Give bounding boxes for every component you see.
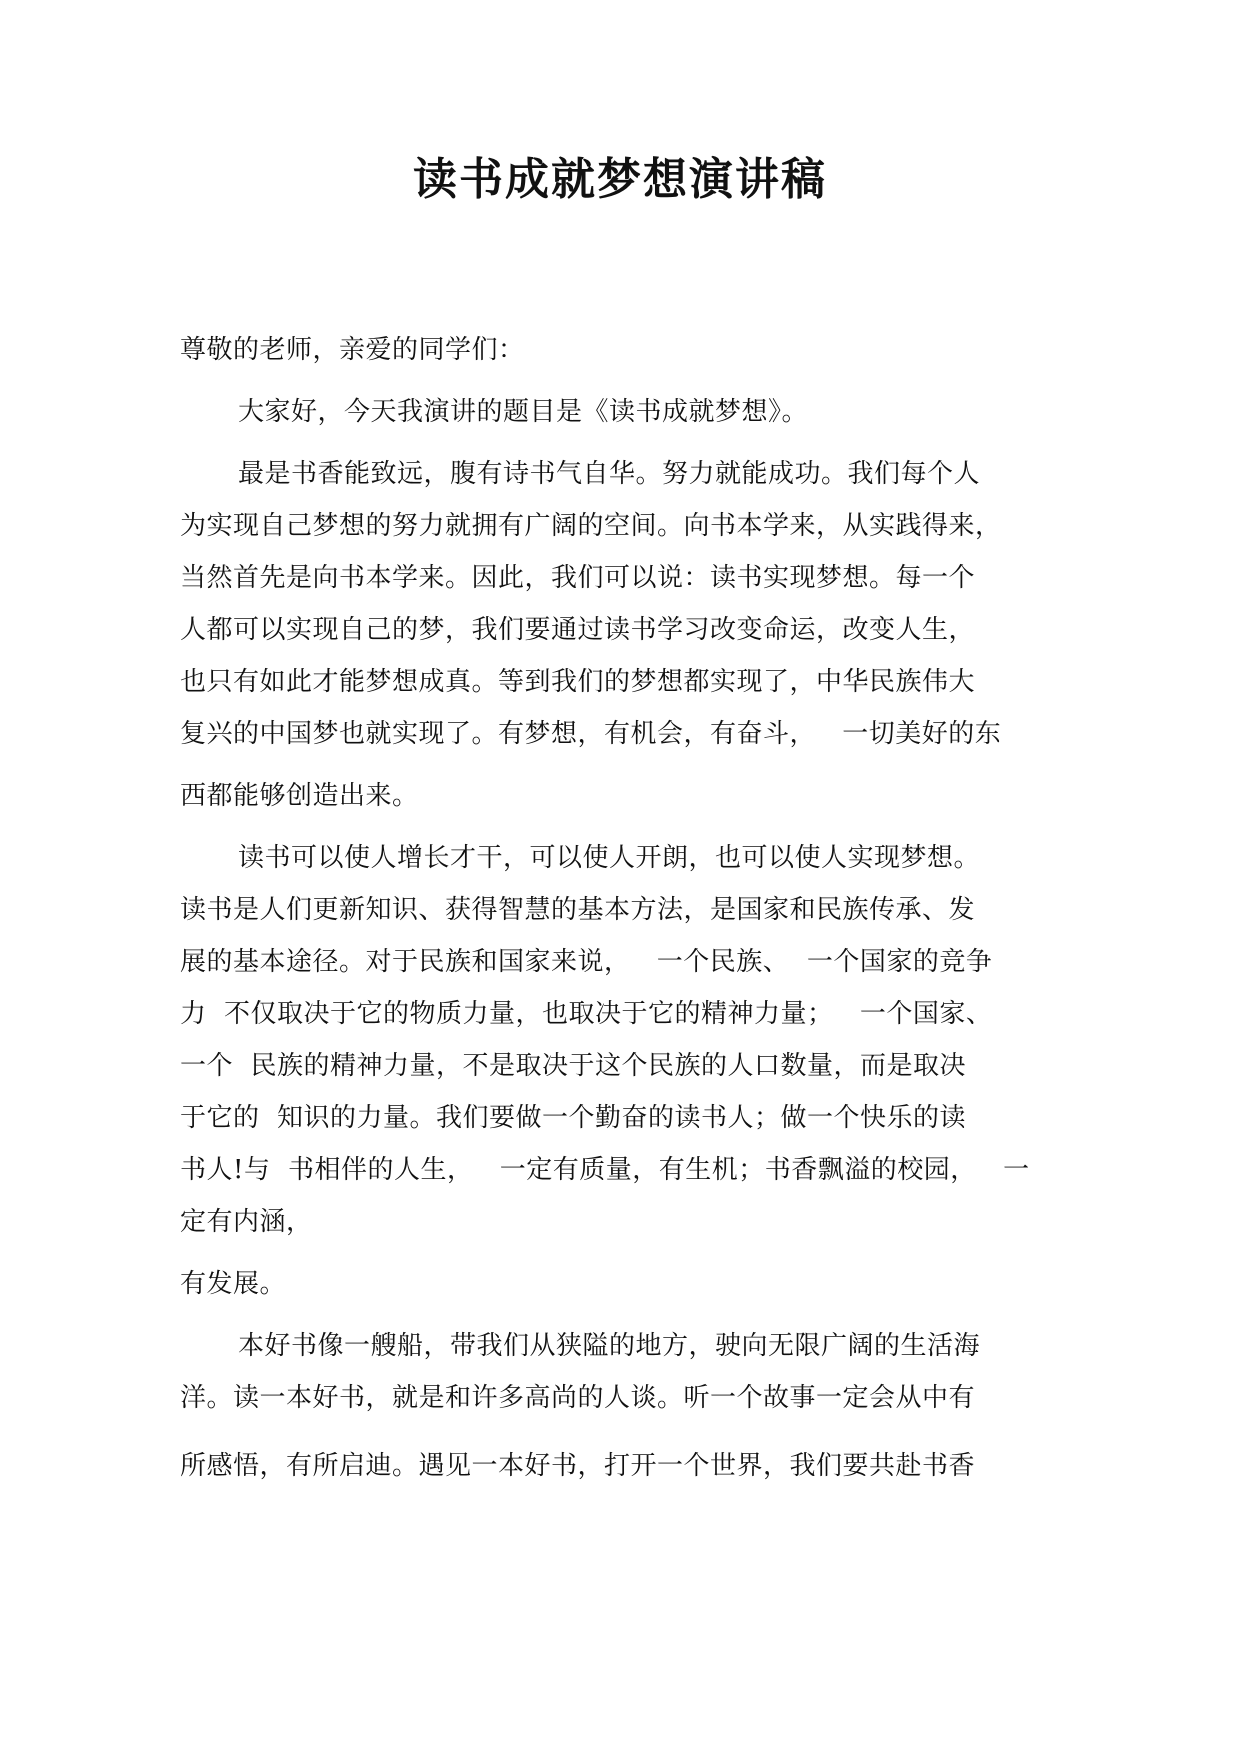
paragraph-line: 也只有如此才能梦想成真。等到我们的梦想都实现了，中华民族伟大 bbox=[180, 667, 976, 697]
salutation: 尊敬的老师，亲爱的同学们： bbox=[180, 335, 525, 365]
paragraph-line: 大家好，今天我演讲的题目是《读书成就梦想》。 bbox=[238, 397, 809, 427]
paragraph-line: 读书是人们更新知识、获得智慧的基本方法，是国家和民族传承、发 bbox=[180, 895, 976, 925]
paragraph-line: 为实现自己梦想的努力就拥有广阔的空间。向书本学来，从实践得来， bbox=[180, 511, 1002, 541]
paragraph-line: 本好书像一艘船，带我们从狭隘的地方，驶向无限广阔的生活海 bbox=[238, 1331, 981, 1361]
document-title: 读书成就梦想演讲稿 bbox=[413, 154, 827, 205]
paragraph-line: 人都可以实现自己的梦，我们要通过读书学习改变命运，改变人生， bbox=[180, 615, 976, 645]
paragraph-line: 西都能够创造出来。 bbox=[180, 781, 419, 811]
paragraph-line: 展的基本途径。对于民族和国家来说， 一个民族、 一个国家的竞争 bbox=[180, 947, 993, 977]
paragraph-line: 所感悟，有所启迪。遇见一本好书，打开一个世界，我们要共赴书香 bbox=[180, 1451, 976, 1481]
paragraph-line: 书人!与 书相伴的人生， 一定有质量，有生机；书香飘溢的校园， 一 bbox=[180, 1155, 1030, 1185]
paragraph-line: 定有内涵， bbox=[180, 1207, 313, 1237]
paragraph-line: 于它的 知识的力量。我们要做一个勤奋的读书人；做一个快乐的读 bbox=[180, 1103, 967, 1133]
paragraph-line: 一个 民族的精神力量，不是取决于这个民族的人口数量，而是取决 bbox=[180, 1051, 967, 1081]
paragraph-line: 有发展。 bbox=[180, 1269, 287, 1299]
paragraph-line: 力 不仅取决于它的物质力量，也取决于它的精神力量； 一个国家、 bbox=[180, 999, 993, 1029]
paragraph-line: 最是书香能致远，腹有诗书气自华。努力就能成功。我们每个人 bbox=[238, 459, 981, 489]
paragraph-line: 复兴的中国梦也就实现了。有梦想，有机会，有奋斗， 一切美好的东 bbox=[180, 719, 1002, 749]
document-body bbox=[180, 324, 1060, 1492]
paragraph-line: 洋。读一本好书，就是和许多高尚的人谈。听一个故事一定会从中有 bbox=[180, 1383, 976, 1413]
paragraph-line: 读书可以使人增长才干，可以使人开朗，也可以使人实现梦想。 bbox=[238, 843, 981, 873]
paragraph-line: 当然首先是向书本学来。因此，我们可以说：读书实现梦想。每一个 bbox=[180, 563, 976, 593]
